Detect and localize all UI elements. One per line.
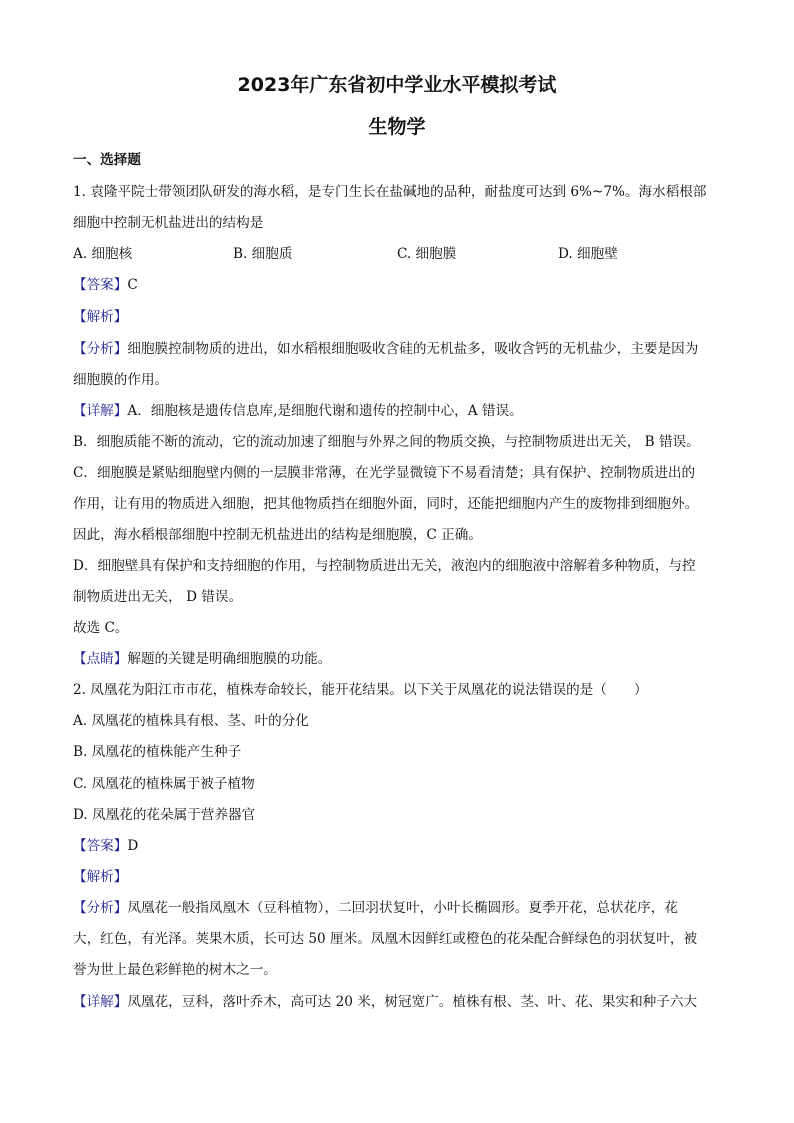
q1-xiangjie-d1: D．细胞壁具有保护和支持细胞的作用，与控制物质进出无关，液泡内的细胞液中溶解着多种物质，与控 <box>73 558 696 574</box>
q1-option-c: C. 细胞膜 <box>397 246 457 262</box>
fenxi-text: 凤凰花一般指凤凰木（豆科植物），二回羽状复叶，小叶长椭圆形。夏季开花，总状花序，花 <box>127 900 678 916</box>
answer-value: C <box>127 277 138 293</box>
q1-xiangjie-c3: 因此，海水稻根部细胞中控制无机盐进出的结构是细胞膜，C 正确。 <box>73 527 482 543</box>
xiangjie-label: 【详解】 <box>73 403 128 419</box>
q1-fenxi-line-2: 细胞膜的作用。 <box>73 372 169 388</box>
answer-label: 【答案】 <box>73 277 128 293</box>
q1-xiangjie-a <box>73 401 723 421</box>
q1-option-b: B. 细胞质 <box>233 246 293 262</box>
q2-option-b: B. 凤凰花的植株能产生种子 <box>73 744 242 760</box>
exam-title: 2023年广东省初中学业水平模拟考试 <box>237 74 557 96</box>
dianjing-text: 解题的关键是明确细胞膜的功能。 <box>127 651 332 667</box>
xiangjie-text: A．细胞核是遗传信息库,是细胞代谢和遗传的控制中心，A 错误。 <box>127 403 523 419</box>
analysis-label: 【解析】 <box>73 869 128 885</box>
answer-value: D <box>127 838 139 854</box>
q2-answer-line <box>73 836 723 856</box>
q1-stem-line-1: 1. 袁隆平院士带领团队研发的海水稻，是专门生长在盐碱地的品种，耐盐度可达到 6%~7%。海水稻根部 <box>73 184 707 200</box>
q1-option-a: A. 细胞核 <box>73 246 133 262</box>
q1-fenxi-line-1 <box>73 339 723 359</box>
q1-xiangjie-c1: C．细胞膜是紧贴细胞壁内侧的一层膜非常薄，在光学显微镜下不易看清楚；具有保护、控制物质进出的 <box>73 465 696 481</box>
q2-option-d: D. 凤凰花的花朵属于营养器官 <box>73 807 256 823</box>
exam-subject: 生物学 <box>368 116 426 138</box>
q1-xiangjie-b: B．细胞质能不断的流动，它的流动加速了细胞与外界之间的物质交换，与控制物质进出无关， B 错误。 <box>73 434 700 450</box>
q1-option-d: D. 细胞壁 <box>558 246 618 262</box>
xiangjie-label: 【详解】 <box>73 994 128 1010</box>
q2-analysis-label <box>73 867 723 887</box>
answer-label: 【答案】 <box>73 838 128 854</box>
q2-option-c: C. 凤凰花的植株属于被子植物 <box>73 776 255 792</box>
fenxi-label: 【分析】 <box>73 341 128 357</box>
q1-xiangjie-c2: 作用，让有用的物质进入细胞，把其他物质挡在细胞外面，同时，还能把细胞内产生的废物排到细胞外。 <box>73 496 699 512</box>
q1-dianjing <box>73 649 723 669</box>
q2-fenxi-line-3: 誉为世上最色彩鲜艳的树木之一。 <box>73 962 277 978</box>
q2-xiangjie-line-1 <box>73 992 723 1012</box>
q1-conclusion: 故选 C。 <box>73 620 129 636</box>
q2-fenxi-line-2: 大，红色，有光泽。荚果木质，长可达 50 厘米。凤凰木因鲜红或橙色的花朵配合鲜绿色的羽状复叶，被 <box>73 931 698 947</box>
fenxi-label: 【分析】 <box>73 900 128 916</box>
q2-stem: 2. 凤凰花为阳江市市花，植株寿命较长，能开花结果。以下关于凤凰花的说法错误的是（ ） <box>73 682 648 698</box>
fenxi-text: 细胞膜控制物质的进出，如水稻根细胞吸收含硅的无机盐多，吸收含钙的无机盐少，主要是因为 <box>127 341 699 357</box>
section-heading: 一、选择题 <box>73 152 141 168</box>
q2-fenxi-line-1 <box>73 898 723 918</box>
q1-analysis-label <box>73 307 723 327</box>
q1-answer-line <box>73 275 723 295</box>
xiangjie-text: 凤凰花，豆科，落叶乔木，高可达 20 米，树冠宽广。植株有根、茎、叶、花、果实和种子六大 <box>127 994 698 1010</box>
q1-xiangjie-d2: 制物质进出无关， D 错误。 <box>73 589 243 605</box>
analysis-label: 【解析】 <box>73 309 128 325</box>
q1-stem-line-2: 细胞中控制无机盐进出的结构是 <box>73 215 264 231</box>
dianjing-label: 【点睛】 <box>73 651 128 667</box>
q2-option-a: A. 凤凰花的植株具有根、茎、叶的分化 <box>73 713 309 729</box>
